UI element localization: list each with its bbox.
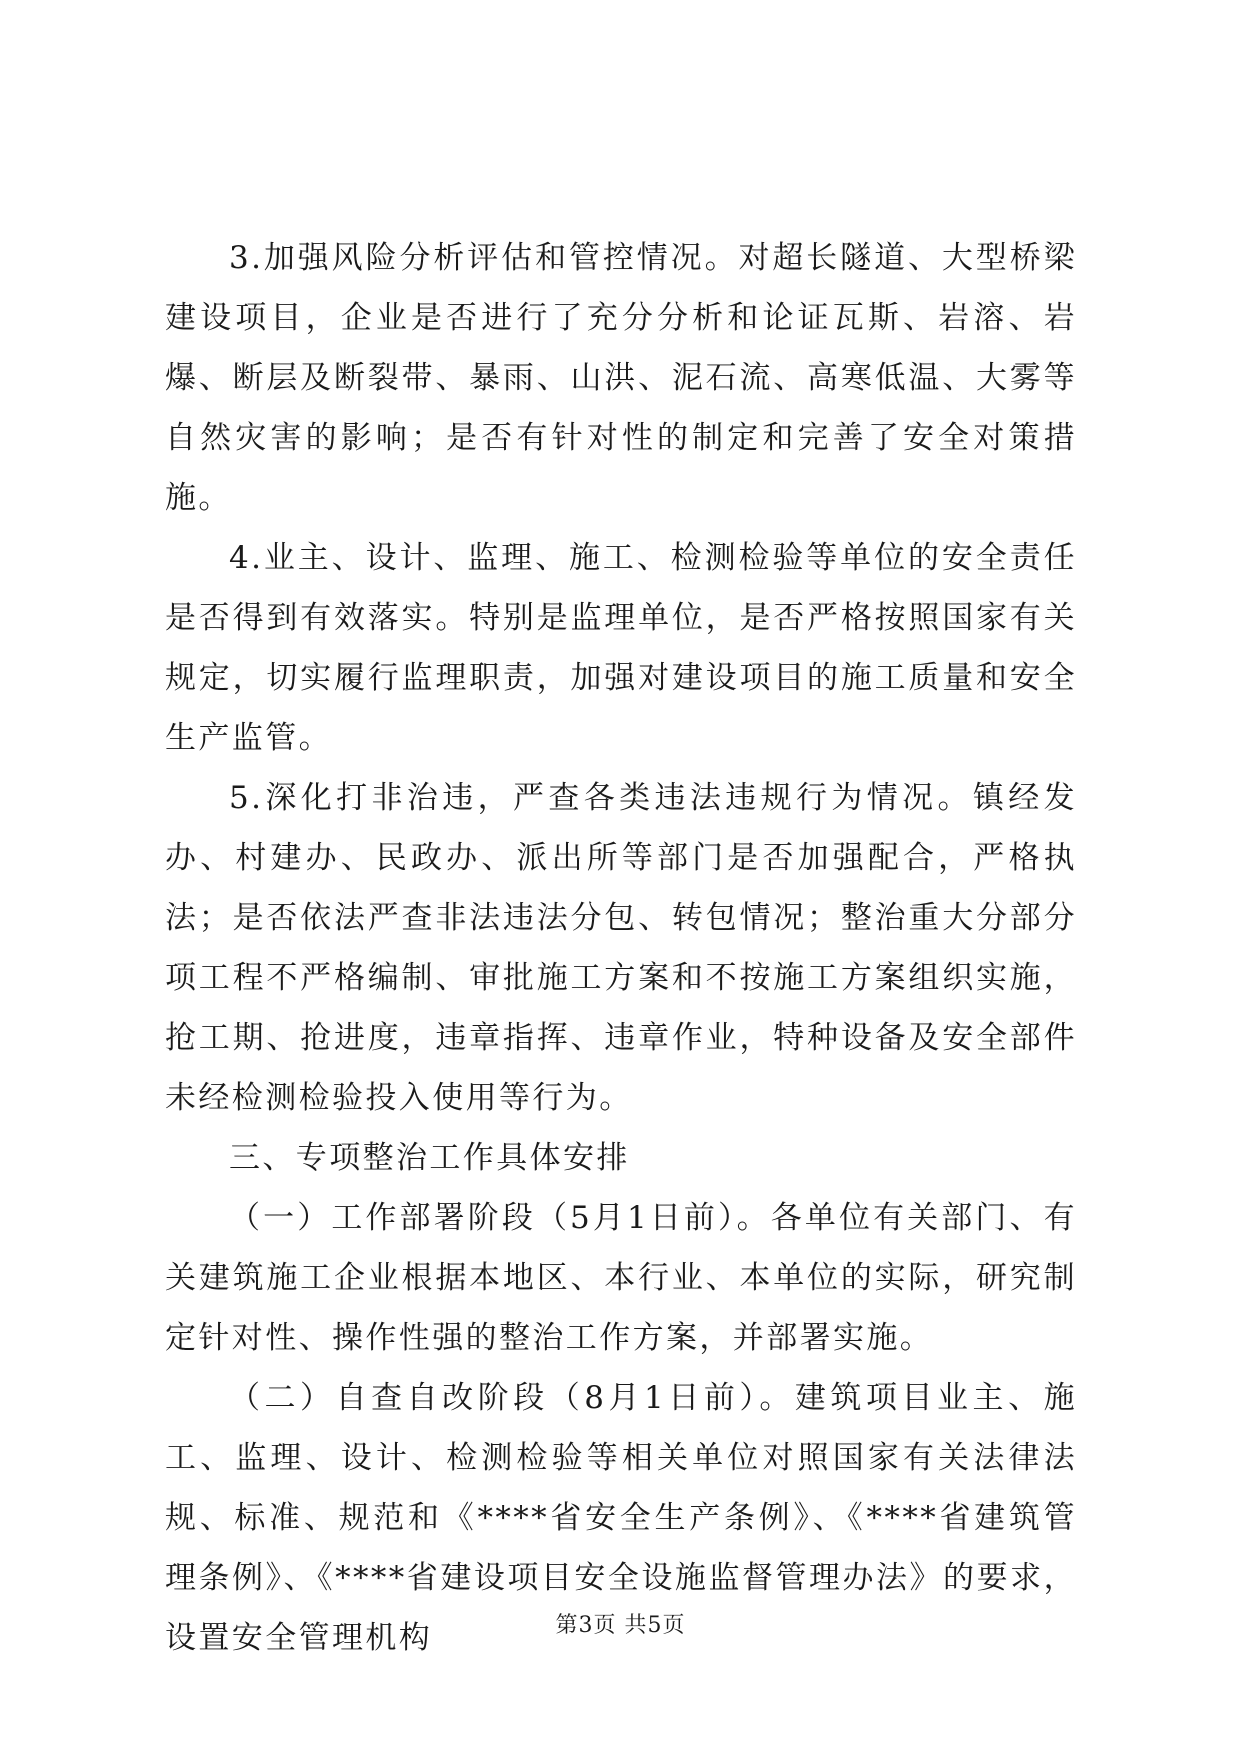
page-number-footer: 第3页 共5页	[555, 1613, 686, 1638]
paragraph-risk-analysis: 3.加强风险分析评估和管控情况。对超长隧道、大型桥梁建设项目，企业是否进行了充分分析和论证瓦斯、岩溶、岩爆、断层及断裂带、暴雨、山洪、泥石流、高寒低温、大雾等自然灾害的影响；是否有针对性的制定和完善了安全对策措施。	[165, 240, 1077, 516]
paragraph-safety-responsibility: 4.业主、设计、监理、施工、检测检验等单位的安全责任是否得到有效落实。特别是监理单位，是否严格按照国家有关规定，切实履行监理职责，加强对建设项目的施工质量和安全生产监管。	[165, 540, 1077, 756]
paragraph-deployment-stage: （一）工作部署阶段（5月1日前）。各单位有关部门、有关建筑施工企业根据本地区、本行业、本单位的实际，研究制定针对性、操作性强的整治工作方案，并部署实施。	[165, 1200, 1077, 1356]
paragraph-self-inspection-stage: （二）自查自改阶段（8月1日前）。建筑项目业主、施工、监理、设计、检测检验等相关单位对照国家有关法律法规、标准、规范和《****省安全生产条例》、《****省建筑管理条例》、《****省建设项目安全设施监督管理办法》的要求，设置安全管理机构	[165, 1380, 1077, 1656]
section-heading-arrangement: 三、专项整治工作具体安排	[229, 1140, 630, 1176]
body-text	[165, 228, 1077, 1668]
paragraph-crackdown: 5.深化打非治违，严查各类违法违规行为情况。镇经发办、村建办、民政办、派出所等部门是否加强配合，严格执法；是否依法严查非法违法分包、转包情况；整治重大分部分项工程不严格编制、审批施工方案和不按施工方案组织实施，抢工期、抢进度，违章指挥、违章作业，特种设备及安全部件未经检测检验投入使用等行为。	[165, 780, 1077, 1116]
